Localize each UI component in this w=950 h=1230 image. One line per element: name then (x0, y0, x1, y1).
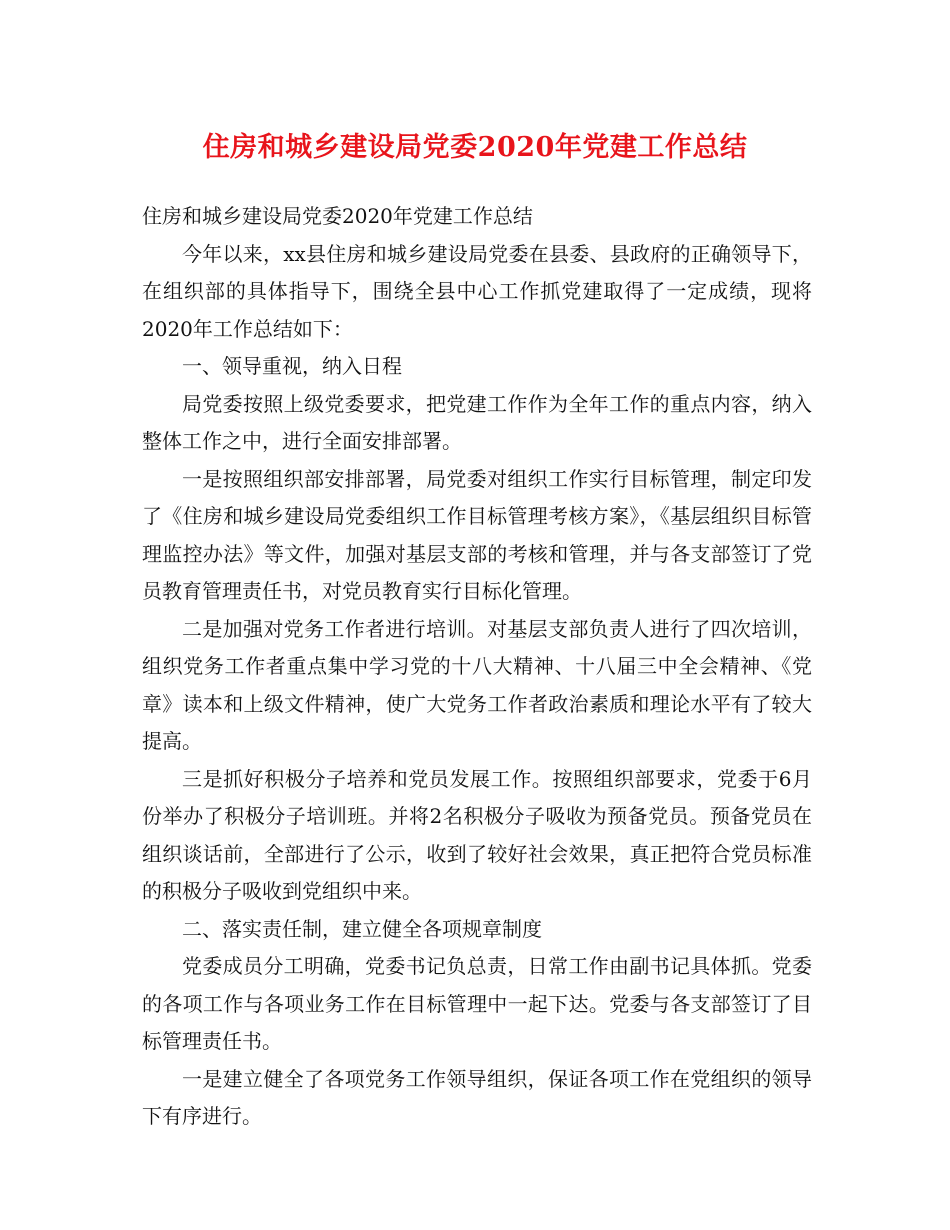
paragraph: 一是按照组织部安排部署，局党委对组织工作实行目标管理，制定印发了《住房和城乡建设局党委组织工作目标管理考核方案》，《基层组织目标管理监控办法》等文件，加强对基层支部的考核和管理，并与各支部签订了党员教育管理责任书，对党员教育实行目标化管理。 (142, 466, 812, 603)
document-title: 住房和城乡建设局党委2020年党建工作总结 (202, 132, 748, 163)
paragraph-intro: 今年以来，xx县住房和城乡建设局党委在县委、县政府的正确领导下，在组织部的具体指导下，围绕全县中心工作抓党建取得了一定成绩，现将2020年工作总结如下： (142, 241, 812, 341)
paragraph: 三是抓好积极分子培养和党员发展工作。按照组织部要求，党委于6月份举办了积极分子培训班。并将2名积极分子吸收为预备党员。预备党员在组织谈话前，全部进行了公示，收到了较好社会效果，真正把符合党员标准的积极分子吸收到党组织中来。 (142, 766, 812, 903)
paragraph-subtitle: 住房和城乡建设局党委2020年党建工作总结 (142, 204, 533, 228)
paragraph: 二是加强对党务工作者进行培训。对基层支部负责人进行了四次培训，组织党务工作者重点集中学习党的十八大精神、十八届三中全会精神、《党章》读本和上级文件精神，使广大党务工作者政治素质和理论水平有了较大提高。 (142, 616, 812, 753)
paragraph: 局党委按照上级党委要求，把党建工作作为全年工作的重点内容，纳入整体工作之中，进行全面安排部署。 (142, 391, 812, 453)
section-heading-1: 一、领导重视，纳入日程 (182, 354, 402, 378)
paragraph: 一是建立健全了各项党务工作领导组织，保证各项工作在党组织的领导下有序进行。 (142, 1066, 812, 1128)
paragraph: 党委成员分工明确，党委书记负总责，日常工作由副书记具体抓。党委的各项工作与各项业务工作在目标管理中一起下达。党委与各支部签订了目标管理责任书。 (142, 954, 812, 1053)
document-body (142, 198, 812, 1136)
section-heading-2: 二、落实责任制，建立健全各项规章制度 (182, 916, 542, 941)
